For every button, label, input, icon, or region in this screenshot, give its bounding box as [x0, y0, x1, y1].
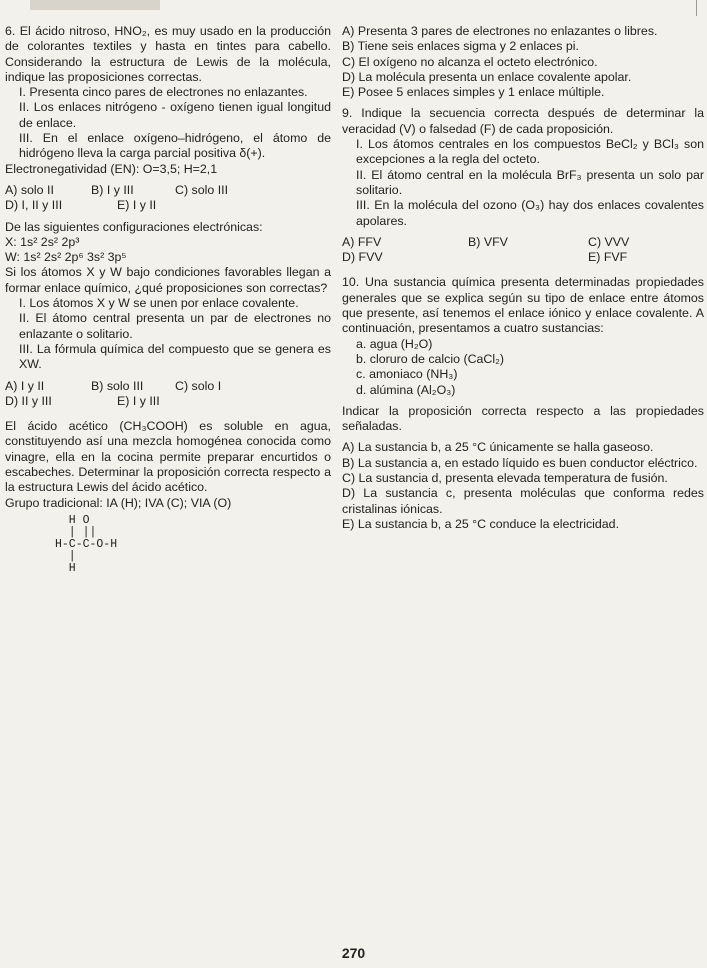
q8-option-b: B) Tiene seis enlaces sigma y 2 enlaces pi.: [342, 39, 579, 54]
q10-substance-a: a. agua (H₂O): [356, 336, 433, 351]
q10-option-e: E) La sustancia b, a 25 °C conduce la electricidad.: [342, 516, 620, 531]
q7-prop-1: I. Los átomos X y W se unen por enlace covalente.: [19, 296, 299, 311]
q6-prop-1: I. Presenta cinco pares de electrones no enlazantes.: [19, 85, 308, 100]
q10-question: Indicar la proposición correcta respecto a las propiedades señaladas.: [342, 403, 704, 434]
q6-option-c: C) solo III: [175, 182, 229, 197]
q10-statement: 10. Una sustancia química presenta determinadas propiedades generales que se explica según su tipo de enlace entre átomos que presente, así tenemos el enlace iónico y enlace covalente. A continuación, presentamos a cuatro sustancias:: [342, 275, 704, 336]
q10-option-a: A) La sustancia b, a 25 °C únicamente se halla gaseoso.: [342, 440, 654, 455]
q7-options-row1: [5, 379, 331, 394]
q8-option-d: D) La molécula presenta un enlace covalente apolar.: [342, 69, 632, 84]
q7-prop-2: II. El átomo central presenta un par de electrones no enlazante o solitario.: [19, 311, 331, 341]
q7-question: Si los átomos X y W bajo condiciones favorables llegan a formar enlace químico, ¿qué proposiciones son correctas?: [5, 265, 331, 295]
q9-statement: 9. Indique la secuencia correcta después de determinar la veracidad (V) o falsedad (F) de cada proposición.: [342, 106, 704, 136]
q9-option-a: A) FFV: [342, 234, 382, 249]
q9-option-c: C) VVV: [588, 234, 630, 249]
q9-options-row1: [342, 235, 704, 250]
q8-option-a: A) Presenta 3 pares de electrones no enlazantes o libres.: [342, 24, 658, 38]
q7-statement: De las siguientes configuraciones electrónicas:: [5, 219, 263, 234]
q6-option-b: B) I y III: [91, 182, 134, 197]
q9-prop-2: II. El átomo central en la molécula BrF₃ presenta un solo par solitario.: [356, 167, 704, 197]
q8-statement: El ácido acético (CH₃COOH) es soluble en agua, constituyendo así una mezcla homogénea conocida como vinagre, ella en la cocina permite preparar encurtidos o escabeches. Determinar la proposición correcta respecto a la estructura Lewis del ácido acético.: [5, 419, 331, 495]
q9-prop-3: III. En la molécula del ozono (O₃) hay dos enlaces covalentes apolares.: [356, 198, 704, 228]
q9-options-row2: [342, 250, 704, 265]
q9-prop-1: I. Los átomos centrales en los compuestos BeCl₂ y BCl₃ son excepciones a la regla del octeto.: [356, 137, 704, 167]
q6-prop-3: III. En el enlace oxígeno–hidrógeno, el átomo de hidrógeno lleva la carga parcial positiva δ(+).: [19, 131, 331, 161]
q7-config-x: X: 1s² 2s² 2p³: [5, 234, 80, 249]
q6-options-row2: [5, 198, 331, 213]
q10-option-d: D) La sustancia c, presenta moléculas que conforma redes cristalinas iónicas.: [342, 486, 704, 516]
q8-option-e: E) Posee 5 enlaces simples y 1 enlace múltiple.: [342, 85, 605, 100]
q6-statement: 6. El ácido nitroso, HNO₂, es muy usado en la producción de colorantes textiles y hasta en tintes para cabello. Considerando la estructura de Lewis de la molécula, indique las proposiciones correctas.: [5, 24, 331, 84]
q10-substance-d: d. alúmina (Al₂O₃): [356, 382, 456, 397]
page-corner: [696, 0, 707, 16]
q8-groups: Grupo tradicional: IA (H); IVA (C); VIA (O): [5, 495, 232, 510]
page-number: 270: [341, 945, 366, 961]
acetic-acid-structure: H O | || H-C-C-O-H | H: [55, 513, 118, 575]
q7-option-a: A) I y II: [5, 378, 45, 393]
q6-option-a: A) solo II: [5, 182, 54, 197]
q10-substance-c: c. amoniaco (NH₃): [356, 367, 458, 382]
q10-option-b: B) La sustancia a, en estado líquido es buen conductor eléctrico.: [342, 455, 698, 470]
q7-prop-3: III. La fórmula química del compuesto que se genera es XW.: [19, 341, 331, 372]
q7-config-w: W: 1s² 2s² 2p⁶ 3s² 3p⁵: [5, 250, 127, 265]
left-column: [5, 24, 331, 575]
q10-substance-b: b. cloruro de calcio (CaCl₂): [356, 351, 505, 366]
q6-prop-2: II. Los enlaces nitrógeno - oxígeno tienen igual longitud de enlace.: [19, 100, 331, 130]
q7-option-c: C) solo I: [175, 378, 222, 393]
q9-option-d: D) FVV: [342, 250, 383, 265]
top-edge-strip: [30, 0, 160, 10]
q7-option-d: D) II y III: [5, 393, 52, 408]
q6-options-row1: [5, 183, 331, 198]
q7-option-e: E) I y III: [117, 393, 160, 408]
right-column: [342, 24, 704, 532]
q6-option-d: D) I, II y III: [5, 198, 63, 213]
q8-option-c: C) El oxígeno no alcanza el octeto electrónico.: [342, 54, 598, 69]
q9-option-b: B) VFV: [468, 234, 508, 249]
q6-electronegativity: Electronegatividad (EN): O=3,5; H=2,1: [5, 161, 218, 176]
q6-option-e: E) I y II: [117, 198, 157, 213]
q9-option-e: E) FVF: [588, 250, 628, 265]
q7-options-row2: [5, 394, 331, 409]
q10-option-c: C) La sustancia d, presenta elevada temperatura de fusión.: [342, 471, 668, 486]
q7-option-b: B) solo III: [91, 378, 144, 393]
